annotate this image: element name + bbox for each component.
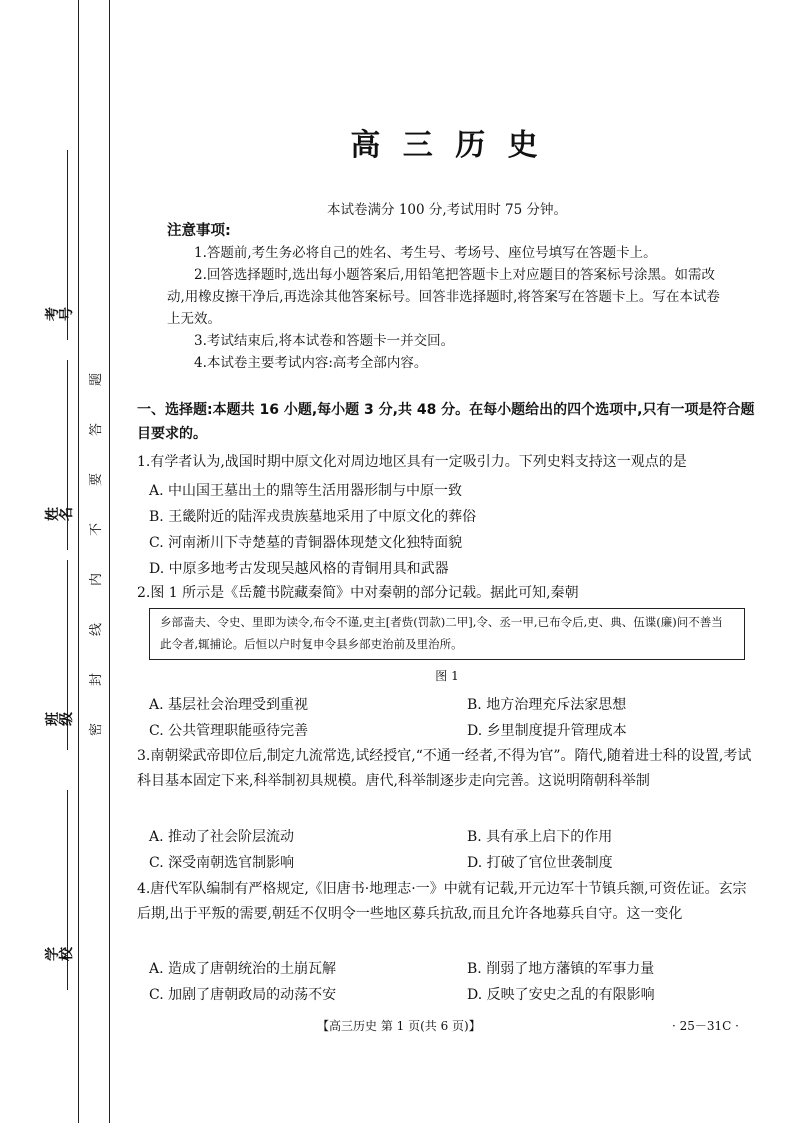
seal-char: 密 — [89, 722, 105, 737]
paper-code: · 25－31C · — [672, 1019, 739, 1033]
notice-item: 3.考试结束后,将本试卷和答题卡一并交回。 — [194, 333, 455, 349]
option-a[interactable]: A. 基层社会治理受到重视 — [149, 697, 309, 713]
option-c[interactable]: C. 公共管理职能亟待完善 — [149, 723, 309, 739]
question-stem: 1.有学者认为,战国时期中原文化对周边地区具有一定吸引力。下列史料支持这一观点的是 — [137, 454, 687, 470]
page-number: 【高三历史 第 1 页(共 6 页)】 — [317, 1019, 481, 1033]
source-excerpt-box — [149, 608, 745, 660]
field-label-class: 班级 — [45, 712, 75, 726]
question-stem: 2.图 1 所示是《岳麓书院藏秦简》中对秦朝的部分记载。据此可知,秦朝 — [137, 585, 579, 601]
section-heading: 一、选择题:本题共 16 小题,每小题 3 分,共 48 分。在每小题给出的四个选项中,只有一项是符合题目要求的。 — [137, 402, 755, 442]
field-label-exam-number: 考号 — [45, 307, 75, 321]
field-label-school: 学校 — [45, 947, 75, 961]
source-excerpt: 乡部啬夫、令史、里即为读令,布令不谨,吏主[者赀(罚款)二甲],令、丞一甲,已布令后,吏、典、伍谍(廉)问不善当此令者,辄捕论。后恒以户时复申令县乡部吏治前及里治所。 — [160, 615, 723, 651]
option-d[interactable]: D. 中原多地考古发现吴越风格的青铜用具和武器 — [149, 561, 449, 577]
field-label-name: 姓名 — [45, 507, 75, 521]
seal-char: 要 — [89, 472, 105, 487]
notice-item: 1.答题前,考生务必将自己的姓名、考生号、考场号、座位号填写在答题卡上。 — [194, 245, 657, 261]
seal-char: 线 — [89, 622, 105, 637]
option-c[interactable]: C. 深受南朝选官制影响 — [149, 855, 295, 871]
notice-item: 4.本试卷主要考试内容:高考全部内容。 — [194, 355, 428, 371]
option-a[interactable]: A. 推动了社会阶层流动 — [149, 829, 295, 845]
page-title: 高 三 历 史 — [350, 128, 544, 163]
option-d[interactable]: D. 乡里制度提升管理成本 — [467, 723, 627, 739]
notice-list — [167, 242, 727, 374]
binding-margin — [0, 0, 120, 1123]
field-exam-number[interactable] — [30, 150, 80, 340]
seal-char: 不 — [89, 522, 105, 537]
option-b[interactable]: B. 地方治理充斥法家思想 — [467, 697, 627, 713]
seal-line-text — [85, 370, 105, 770]
option-c[interactable]: C. 河南淅川下寺楚墓的青铜器体现楚文化独特面貌 — [149, 535, 463, 551]
seal-char: 内 — [89, 572, 105, 587]
figure-caption: 图 1 — [435, 669, 459, 683]
option-b[interactable]: B. 王畿附近的陆浑戎贵族墓地采用了中原文化的葬俗 — [149, 509, 477, 525]
field-class[interactable] — [30, 560, 80, 750]
seal-char: 题 — [89, 372, 105, 387]
question-stem: 3.南朝梁武帝即位后,制定九流常选,试经授官,“不通一经者,不得为官”。隋代,随着进士科的设置,考试科目基本固定下来,科举制初具规模。唐代,科举制逐步走向完善。这说明隋朝科举制 — [137, 748, 752, 789]
seal-char: 答 — [89, 422, 105, 437]
notice-heading: 注意事项: — [167, 223, 231, 239]
option-b[interactable]: B. 削弱了地方藩镇的军事力量 — [467, 961, 655, 977]
exam-info: 本试卷满分 100 分,考试用时 75 分钟。 — [327, 202, 567, 218]
seal-char: 封 — [89, 672, 105, 687]
field-school[interactable] — [30, 790, 80, 990]
option-b[interactable]: B. 具有承上启下的作用 — [467, 829, 613, 845]
option-d[interactable]: D. 反映了安史之乱的有限影响 — [467, 987, 655, 1003]
notice-item: 2.回答选择题时,选出每小题答案后,用铅笔把答题卡上对应题目的答案标号涂黑。如需改动,用橡皮擦干净后,再选涂其他答案标号。回答非选择题时,将答案写在答题卡上。写在本试卷上无效。 — [167, 267, 720, 327]
option-a[interactable]: A. 造成了唐朝统治的土崩瓦解 — [149, 961, 337, 977]
option-d[interactable]: D. 打破了官位世袭制度 — [467, 855, 613, 871]
option-c[interactable]: C. 加剧了唐朝政局的动荡不安 — [149, 987, 337, 1003]
field-name[interactable] — [30, 360, 80, 550]
question-stem: 4.唐代军队编制有严格规定,《旧唐书·地理志·一》中就有记载,开元边军十节镇兵额,可资佐证。玄宗后期,出于平叛的需要,朝廷不仅明令一些地区募兵抗敌,而且允许各地募兵自守。这一变化 — [137, 881, 747, 922]
option-a[interactable]: A. 中山国王墓出土的鼎等生活用器形制与中原一致 — [149, 483, 463, 499]
binding-line-inner — [109, 0, 110, 1123]
